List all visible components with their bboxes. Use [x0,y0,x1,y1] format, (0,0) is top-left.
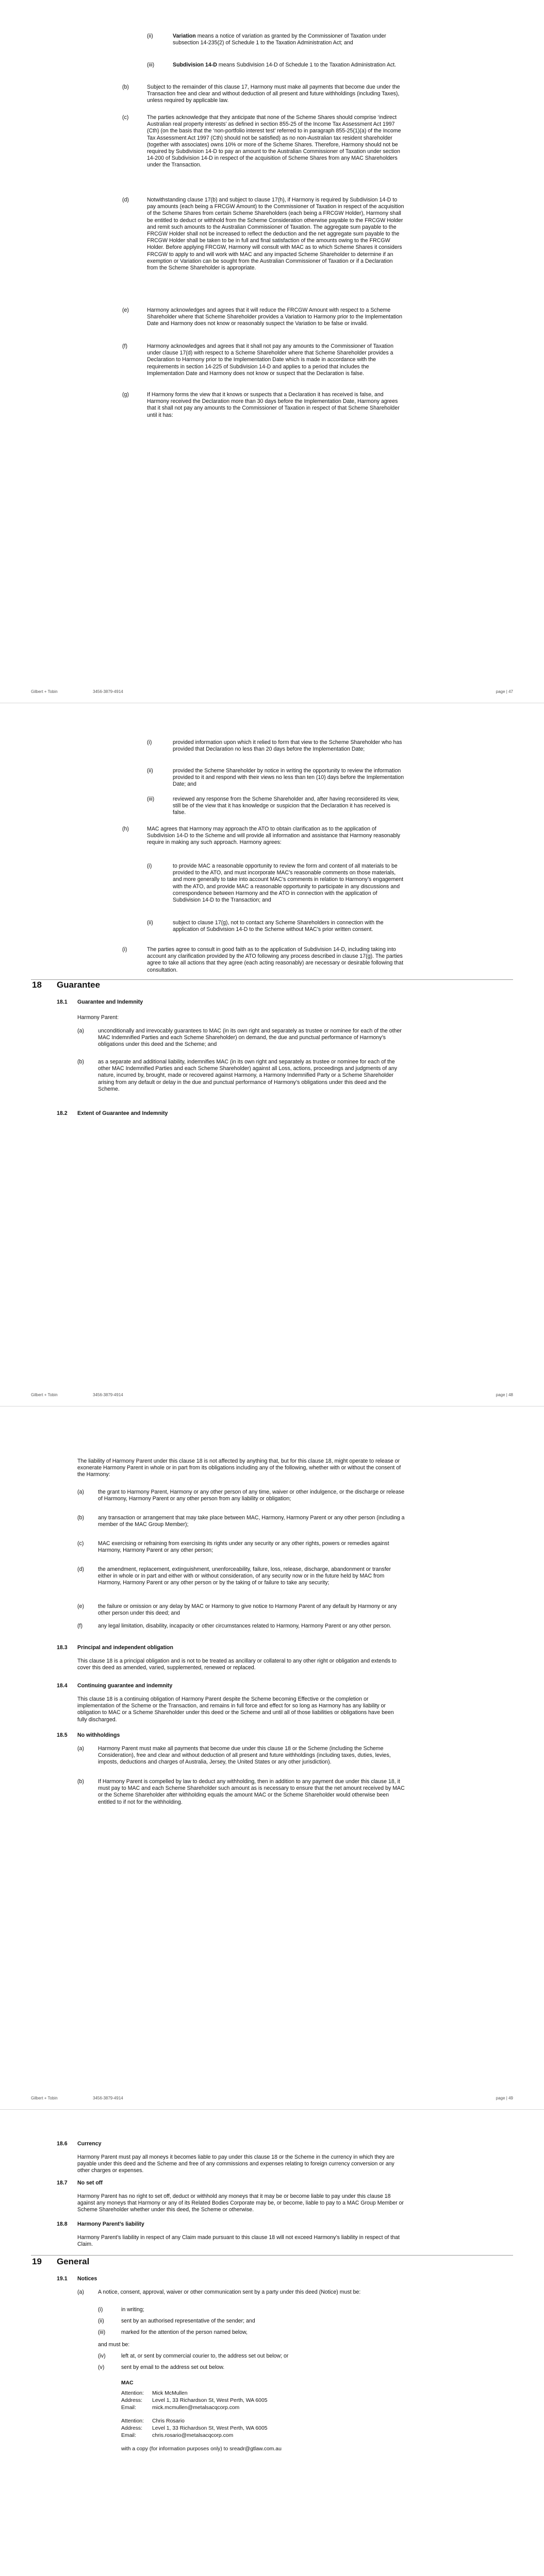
contact-email-2[interactable]: Email: chris.rosario@metalsacqcorp.com [121,2433,234,2438]
document-page-47: (ii) Variation means a notice of variation as granted by the Commissioner of Taxation under subsection 14-235(2) of Schedule 1 to the Taxation Administration Act; and (iii) Subdivision 14-D means Subdivision 14-D of Schedule 1 to the Taxation Administration Act. (b) Subject to the remainder of this clause 17, Harmony must make all payments that become due under the Transaction free and clear and without deduction of all present and future withholdings (including Taxes), unless required by applicable law. (c) The parties acknowledge that they anticipate that none of the Scheme Shares should comprise ‘indirect Australian real property interests’ as defined in section 855-25 of the Income Tax Assessment Act 1997 (Cth) (on the basis that the ‘non-portfolio interest test’ referred to in paragraph 855-25(1)(a) of the Income Tax Assessment Act 1997 (Cth) should not be satisfied) as no non-Australian tax resident shareholder (together with associates) owns 10% or more of the Scheme Shares. Therefore, Harmony should not be required by Subdivision 14-D to pay an amount to the Australian Commissioner of Taxation under section 14-200 of Subdivision 14-D in respect of the acquisition of Scheme Shares from any MAC Shareholders under the Transaction. (d) Notwithstanding clause 17(b) and subject to clause 17(h), if Harmony is required by Subdivision 14-D to pay amounts (each being a FRCGW Amount) to the Commissioner of Taxation in respect of the acquisition of the Scheme Shares from certain Scheme Shareholders (each being a FRCGW Holder), Harmony shall be entitled to deduct or withhold from the Scheme Consideration otherwise payable to the FRCGW Holder and remit such amounts to the Australian Commissioner of Taxation. The aggregate sum payable to the FRCGW Holder shall not be increased to reflect the deduction and the net aggregate sum payable to the FRCGW Holder shall be taken to be in full and final satisfaction of the amounts owing to the FRCGW Holder. Before applying FRCGW, Harmony will consult with MAC as to which Scheme Shares it considers FRCGW to apply to and will work with MAC and any impacted Scheme Shareholder to determine if an exemption or Variation can be sought from the Australian Commissioner of Taxation or if a Declaration from the Scheme Shareholder is appropriate. (e) Harmony acknowledges and agrees that it will reduce the FRCGW Amount with respect to a Scheme Shareholder where that Scheme Shareholder provides a Variation to Harmony prior to the Implementation Date and Harmony does not know or reasonably suspect the Variation to be false or invalid. (f) Harmony acknowledges and agrees that it shall not pay any amounts to the Commissioner of Taxation under clause 17(d) with respect to a Scheme Shareholder where that Scheme Shareholder provides a Declaration to Harmony prior to the Implementation Date which is made in accordance with the requirements in section 14-225 of Subdivision 14-D and applies to a period that includes the Implementation Date and Harmony does not know or suspect that the Declaration is false. (g) If Harmony forms the view that it knows or suspects that a Declaration it has received is false, and Harmony received the Declaration more than 30 days before the Implementation Date, Harmony agrees that it shall not pay any amounts to the Commissioner of Taxation in respect of that Scheme Shareholder until it has: Gilbert + Tobin 3456-3879-4914 page | 47 [0,0,544,703]
contact-attention-1: Attention: Mick McMullen [121,2391,188,2396]
contact-email-1[interactable]: Email: mick.mcmullen@metalsacqcorp.com [121,2405,240,2411]
contact-attention-2: Attention: Chris Rosario [121,2418,185,2424]
document-page-50: 18.6 Currency Harmony Parent must pay all moneys it becomes liable to pay under this clause 18 or the Scheme in the currency in which they are payable under this deed and the Scheme and free of any commissions and expenses relating to foreign currency conversion or any other charges or expenses. 18.7 No set off Harmony Parent has no right to set off, deduct or withhold any moneys that it may be or become liable to pay under this clause 18 against any moneys that Harmony or any of its Related Bodies Corporate may be, or become, liable to pay to a MAC Group Member or Scheme Shareholder whether under this deed, the Scheme or otherwise. 18.8 Harmony Parent’s liability Harmony Parent’s liability in respect of any Claim made pursuant to this clause 18 will not exceed Harmony’s liability in respect of that Claim. 19 General 19.1 Notices (a) A notice, consent, approval, waiver or other communication sent by a party under this deed (Notice) must be: (i) in writing; (ii) sent by an authorised representative of the sender; and (iii) marked for the attention of the person named below, and must be: (iv) left at, or sent by commercial courier to, the address set out below; or (v) sent by email to the address set out below. MAC Attention: Mick McMullen Address: Level 1, 33 Richardson St, West Perth, WA 6005 Email: mick.mcmullen@metalsacqcorp.com Attention: Chris Rosario Address: Level 1, 33 Richardson St, West Perth, WA 6005 Email: chris.rosario@metalsacqcorp.com with a copy (for information purposes only) to sreadr@gtlaw.com.au [0,2110,544,2576]
document-page-48: (i) provided information upon which it relied to form that view to the Scheme Shareholder who has provided that Declaration no less than 20 days before the Implementation Date; (ii) provided the Scheme Shareholder by notice in writing the opportunity to review the information provided to it and respond with their views no less than ten (10) days before the Implementation Date; and (iii) reviewed any response from the Scheme Shareholder and, after having reconsidered its view, still be of the view that it has knowledge or suspicion that the Declaration it has received is false. (h) MAC agrees that Harmony may approach the ATO to obtain clarification as to the application of Subdivision 14-D to the Scheme and will provide all information and assistance that Harmony reasonably require in making any such approach. Harmony agrees: (i) to provide MAC a reasonable opportunity to review the form and content of all materials to be provided to the ATO, and must incorporate MAC’s reasonable comments on those materials, and more generally to take into account MAC’s comments in relation to Harmony’s engagement with the ATO, and provide MAC a reasonable opportunity to participate in any discussions and correspondence between Harmony and the ATO in connection with the application of Subdivision 14-D to the Transaction; and (ii) subject to clause 17(g), not to contact any Scheme Shareholders in connection with the application of Subdivision 14-D to the Scheme without MAC’s prior written consent. (i) The parties agree to consult in good faith as to the application of Subdivision 14-D, including taking into account any clarification provided by the ATO following any process described in clause 17(g). The parties agree to take all actions that they agree (each acting reasonably) are necessary or desirable following that consultation. 18 Guarantee 18.1 Guarantee and Indemnity Harmony Parent: (a) unconditionally and irrevocably guarantees to MAC (in its own right and separately as trustee or nominee for each of the other MAC Indemnified Parties and each Scheme Shareholder) on demand, the due and punctual performance of Harmony’s obligations under this deed and the Scheme; and (b) as a separate and additional liability, indemnifies MAC (in its own right and separately as trustee or nominee for each of the other MAC Indemnified Parties and each Scheme Shareholder) against all Loss, actions, proceedings and judgments of any nature, incurred by, brought, made or recovered against Harmony, a Harmony Indemnified Party or a Scheme Shareholder arising from any default or delay in the due and punctual performance of Harmony’s obligations under this deed and the Scheme. 18.2 Extent of Guarantee and Indemnity Gilbert + Tobin 3456-3879-4914 page | 48 [0,703,544,1406]
section-divider [31,979,513,980]
document-page-49: The liability of Harmony Parent under this clause 18 is not affected by anything that, but for this clause 18, might operate to release or exonerate Harmony Parent in whole or in part from its obligations including any of the following, whether with or without the consent of the Harmony: (a) the grant to Harmony Parent, Harmony or any other person of any time, waiver or other indulgence, or the discharge or release of Harmony, Harmony Parent or any other person from any liability or obligation; (b) any transaction or arrangement that may take place between MAC, Harmony, Harmony Parent or any other person (including a member of the MAC Group Member); (c) MAC exercising or refraining from exercising its rights under any security or any other rights, powers or remedies against Harmony, Harmony Parent or any other person; (d) the amendment, replacement, extinguishment, unenforceability, failure, loss, release, discharge, abandonment or transfer either in whole or in part and either with or without consideration, of any security now or in the future held by MAC from Harmony, Harmony Parent or any other person or by the taking of or failure to take any security; (e) the failure or omission or any delay by MAC or Harmony to give notice to Harmony Parent of any default by Harmony or any other person under this deed; and (f) any legal limitation, disability, incapacity or other circumstances related to Harmony, Harmony Parent or any other person. 18.3 Principal and independent obligation This clause 18 is a principal obligation and is not to be treated as ancillary or collateral to any other right or obligation and extends to cover this deed as amended, varied, supplemented, renewed or replaced. 18.4 Continuing guarantee and indemnity This clause 18 is a continuing obligation of Harmony Parent despite the Scheme becoming Effective or the completion or implementation of the Scheme or the Transaction, and remains in full force and effect for so long as Harmony has any liability or obligation to MAC or a Scheme Shareholder under this deed or the Scheme and until all of those liabilities or obligations have been fully discharged. 18.5 No withholdings (a) Harmony Parent must make all payments that become due under this clause 18 or the Scheme (including the Scheme Consideration), free and clear and without deduction of all present and future withholdings (including taxes, duties, levies, imposts, deductions and charges of Australia, Jersey, the United States or any other jurisdiction). (b) If Harmony Parent is compelled by law to deduct any withholding, then in addition to any payment due under this clause 18, it must pay to MAC and each Scheme Shareholder such amount as is necessary to ensure that the net amount received by MAC or the Scheme Shareholder after withholding equals the amount MAC or the Scheme Shareholder would otherwise been entitled to if not for the withholding. Gilbert + Tobin 3456-3879-4914 page | 49 [0,1406,544,2110]
copy-note: with a copy (for information purposes only) to sreadr@gtlaw.com.au [121,2446,282,2452]
section-divider [31,2255,513,2256]
contact-address-2: Address: Level 1, 33 Richardson St, West Perth, WA 6005 [121,2426,268,2431]
contact-address-1: Address: Level 1, 33 Richardson St, West Perth, WA 6005 [121,2398,268,2403]
notice-party-heading: MAC [121,2380,134,2386]
